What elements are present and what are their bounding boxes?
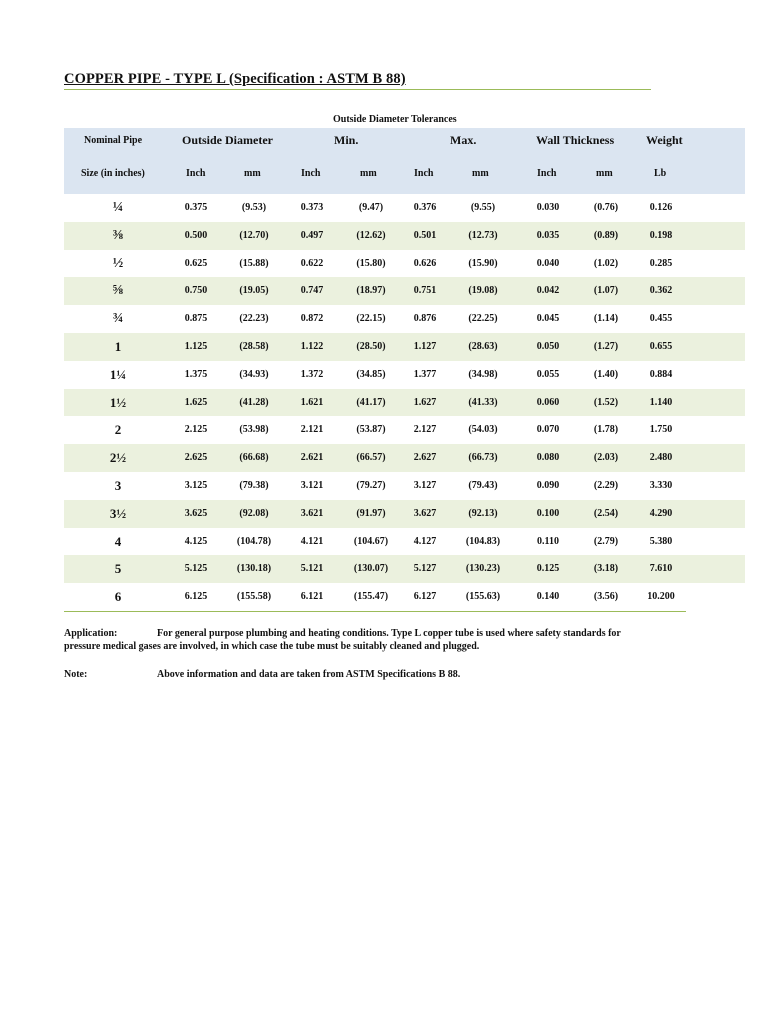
header-wall-inch: Inch (537, 168, 557, 179)
table-row (64, 389, 745, 417)
table-row (64, 194, 745, 222)
cell-wall-inch: 0.100 (536, 507, 560, 519)
cell-wall-inch: 0.045 (536, 313, 560, 325)
header-outside-diameter: Outside Diameter (182, 133, 273, 147)
cell-max-inch: 0.751 (413, 285, 437, 297)
cell-weight-lb: 0.362 (649, 285, 673, 297)
cell-wall-mm: (1.52) (593, 396, 619, 408)
cell-wall-mm: (3.18) (593, 563, 619, 575)
cell-size: 1¼ (109, 366, 127, 382)
cell-weight-lb: 3.330 (649, 479, 673, 491)
cell-min-mm: (12.62) (356, 229, 386, 241)
cell-max-mm: (28.63) (468, 340, 498, 352)
cell-od-inch: 0.375 (184, 202, 208, 213)
cell-wall-mm: (1.40) (593, 368, 619, 380)
cell-od-mm: (104.78) (236, 535, 272, 547)
cell-size: 3½ (109, 505, 127, 521)
cell-max-inch: 1.377 (413, 368, 437, 380)
header-wall-mm: mm (596, 168, 613, 179)
cell-wall-mm: (0.76) (593, 202, 619, 213)
table-row (64, 222, 745, 250)
cell-wall-inch: 0.035 (536, 229, 560, 241)
cell-size: 1 (114, 338, 122, 354)
cell-od-mm: (66.68) (239, 452, 269, 464)
header-wall-thickness: Wall Thickness (536, 133, 615, 147)
cell-min-inch: 1.122 (300, 340, 324, 352)
cell-wall-inch: 0.125 (536, 563, 560, 575)
cell-wall-inch: 0.080 (536, 452, 560, 464)
table-row (64, 416, 745, 444)
cell-max-mm: (12.73) (468, 229, 498, 241)
cell-max-inch: 3.627 (413, 507, 437, 519)
cell-min-mm: (18.97) (356, 285, 386, 297)
application-text-line2: pressure medical gases are involved, in which case the tube must be suitably cleaned and plugged. (64, 640, 480, 652)
cell-max-mm: (130.23) (465, 563, 501, 575)
table-header (64, 128, 745, 194)
cell-max-inch: 5.127 (413, 563, 437, 575)
cell-weight-lb: 10.200 (647, 591, 675, 603)
cell-max-mm: (92.13) (468, 507, 498, 519)
cell-weight-lb: 0.884 (649, 368, 673, 380)
cell-wall-mm: (2.29) (593, 479, 619, 491)
page-title: COPPER PIPE - TYPE L (Specification : ASTM B 88) (64, 71, 406, 87)
cell-od-mm: (19.05) (239, 285, 269, 297)
header-od-inch: Inch (186, 168, 206, 179)
cell-max-inch: 0.876 (413, 313, 437, 325)
header-weight: Weight (646, 133, 683, 147)
cell-weight-lb: 0.198 (649, 229, 673, 241)
cell-wall-mm: (1.14) (593, 313, 619, 325)
table-row (64, 528, 745, 556)
table-row (64, 555, 745, 583)
cell-max-inch: 1.127 (413, 340, 437, 352)
header-max-inch: Inch (414, 168, 434, 179)
note-text: Above information and data are taken from ASTM Specifications B 88. (157, 669, 461, 680)
cell-max-mm: (9.55) (470, 202, 496, 213)
cell-od-mm: (22.23) (239, 313, 269, 325)
cell-od-inch: 0.750 (184, 285, 208, 297)
cell-max-mm: (54.03) (468, 424, 498, 436)
cell-wall-inch: 0.140 (536, 591, 560, 603)
cell-min-mm: (22.15) (356, 313, 386, 325)
header-size-inches: Size (in inches) (81, 168, 145, 179)
cell-min-mm: (28.50) (356, 340, 386, 352)
header-min: Min. (334, 133, 359, 147)
cell-min-mm: (53.87) (356, 424, 386, 436)
cell-od-inch: 0.500 (184, 229, 208, 241)
table-row (64, 305, 745, 333)
cell-od-inch: 2.125 (184, 424, 208, 436)
cell-min-inch: 0.373 (300, 202, 324, 213)
note-label: Note: (64, 669, 88, 680)
cell-max-mm: (19.08) (468, 285, 498, 297)
cell-min-inch: 2.121 (300, 424, 324, 436)
cell-max-mm: (15.90) (468, 257, 498, 269)
cell-weight-lb: 1.140 (649, 396, 673, 408)
header-min-mm: mm (360, 168, 377, 179)
cell-max-mm: (104.83) (465, 535, 501, 547)
cell-min-inch: 5.121 (300, 563, 324, 575)
cell-max-inch: 0.626 (413, 257, 437, 269)
cell-min-inch: 0.872 (300, 313, 324, 325)
cell-od-inch: 0.625 (184, 257, 208, 269)
cell-od-mm: (12.70) (239, 229, 269, 241)
cell-wall-mm: (1.02) (593, 257, 619, 269)
cell-min-inch: 1.621 (300, 396, 324, 408)
cell-min-inch: 6.121 (300, 591, 324, 603)
table-bottom-divider (64, 611, 686, 612)
header-max-mm: mm (472, 168, 489, 179)
cell-wall-inch: 0.090 (536, 479, 560, 491)
header-od-mm: mm (244, 168, 261, 179)
cell-min-mm: (130.07) (353, 563, 389, 575)
cell-od-mm: (28.58) (239, 340, 269, 352)
cell-size: 2½ (109, 450, 127, 466)
cell-min-mm: (155.47) (353, 591, 389, 603)
table-row (64, 333, 745, 361)
cell-min-inch: 3.621 (300, 507, 324, 519)
cell-min-inch: 1.372 (300, 368, 324, 380)
table-row (64, 277, 745, 305)
title-divider (64, 89, 651, 90)
cell-size: ¼ (112, 200, 124, 215)
cell-od-mm: (130.18) (236, 563, 272, 575)
cell-wall-mm: (0.89) (593, 229, 619, 241)
cell-wall-mm: (2.79) (593, 535, 619, 547)
cell-min-mm: (41.17) (356, 396, 386, 408)
cell-min-mm: (9.47) (358, 202, 384, 213)
cell-max-mm: (34.98) (468, 368, 498, 380)
cell-max-mm: (22.25) (468, 313, 498, 325)
cell-wall-mm: (1.27) (593, 340, 619, 352)
table-row (64, 250, 745, 278)
cell-size: ½ (112, 255, 124, 271)
cell-weight-lb: 4.290 (649, 507, 673, 519)
cell-wall-mm: (1.78) (593, 424, 619, 436)
cell-max-inch: 0.376 (413, 202, 437, 213)
pipe-table-body (64, 194, 745, 611)
cell-max-inch: 2.627 (413, 452, 437, 464)
cell-wall-inch: 0.110 (537, 535, 559, 547)
cell-od-mm: (92.08) (239, 507, 269, 519)
cell-wall-mm: (2.54) (593, 507, 619, 519)
cell-max-mm: (41.33) (468, 396, 498, 408)
cell-max-inch: 1.627 (413, 396, 437, 408)
cell-weight-lb: 0.655 (649, 340, 673, 352)
table-row (64, 472, 745, 500)
tolerances-label: Outside Diameter Tolerances (333, 114, 457, 125)
cell-min-mm: (15.80) (356, 257, 386, 269)
table-row (64, 444, 745, 472)
cell-od-inch: 5.125 (184, 563, 208, 575)
cell-min-mm: (66.57) (356, 452, 386, 464)
application-label: Application: (64, 628, 118, 639)
cell-wall-mm: (1.07) (593, 285, 619, 297)
cell-od-inch: 4.125 (184, 535, 208, 547)
cell-od-mm: (79.38) (239, 479, 269, 491)
cell-weight-lb: 7.610 (649, 563, 673, 575)
cell-max-mm: (66.73) (468, 452, 498, 464)
cell-od-inch: 2.625 (184, 452, 208, 464)
cell-weight-lb: 5.380 (649, 535, 673, 547)
cell-size: 4 (114, 533, 122, 549)
cell-min-mm: (79.27) (356, 479, 386, 491)
cell-size: 1½ (109, 394, 127, 410)
cell-min-mm: (104.67) (353, 535, 389, 547)
cell-weight-lb: 1.750 (649, 424, 673, 436)
cell-wall-mm: (3.56) (593, 591, 619, 603)
cell-od-mm: (15.88) (239, 257, 269, 269)
cell-size: ⅝ (112, 283, 124, 299)
cell-wall-inch: 0.060 (536, 396, 560, 408)
cell-max-mm: (155.63) (465, 591, 501, 603)
cell-size: 3 (114, 477, 122, 493)
cell-od-mm: (41.28) (239, 396, 269, 408)
cell-wall-inch: 0.055 (536, 368, 560, 380)
cell-max-inch: 2.127 (413, 424, 437, 436)
cell-wall-inch: 0.050 (536, 340, 560, 352)
cell-wall-inch: 0.040 (536, 257, 560, 269)
cell-size: 2 (114, 422, 122, 438)
header-max: Max. (450, 133, 477, 147)
table-row (64, 361, 745, 389)
cell-wall-inch: 0.030 (536, 202, 560, 213)
cell-od-mm: (53.98) (239, 424, 269, 436)
cell-weight-lb: 0.126 (649, 202, 673, 213)
cell-weight-lb: 0.455 (649, 313, 673, 325)
cell-od-inch: 1.375 (184, 368, 208, 380)
table-row (64, 583, 745, 611)
cell-wall-mm: (2.03) (593, 452, 619, 464)
cell-od-inch: 6.125 (184, 591, 208, 603)
cell-min-inch: 4.121 (300, 535, 324, 547)
header-nominal-pipe: Nominal Pipe (84, 135, 143, 146)
cell-min-inch: 0.747 (300, 285, 324, 297)
cell-max-inch: 0.501 (413, 229, 437, 241)
cell-min-mm: (34.85) (356, 368, 386, 380)
cell-size: 6 (114, 589, 122, 605)
cell-max-inch: 3.127 (413, 479, 437, 491)
header-weight-lb: Lb (654, 168, 667, 179)
cell-max-mm: (79.43) (468, 479, 498, 491)
cell-max-inch: 6.127 (413, 591, 437, 603)
cell-wall-inch: 0.042 (536, 285, 560, 297)
cell-weight-lb: 2.480 (649, 452, 673, 464)
cell-size: ⅜ (112, 227, 124, 243)
application-text-line1: For general purpose plumbing and heating conditions. Type L copper tube is used where safety standards for (157, 628, 621, 639)
application-note (64, 628, 621, 653)
cell-min-inch: 2.621 (300, 452, 324, 464)
cell-weight-lb: 0.285 (649, 257, 673, 269)
cell-od-inch: 1.125 (184, 340, 208, 352)
cell-min-inch: 0.497 (300, 229, 324, 241)
cell-od-inch: 0.875 (184, 313, 208, 325)
cell-od-inch: 3.625 (184, 507, 208, 519)
table-row (64, 500, 745, 528)
cell-od-mm: (155.58) (236, 591, 272, 603)
cell-wall-inch: 0.070 (536, 424, 560, 436)
cell-min-mm: (91.97) (356, 507, 386, 519)
cell-min-inch: 0.622 (300, 257, 324, 269)
cell-min-inch: 3.121 (300, 479, 324, 491)
cell-od-mm: (9.53) (241, 202, 267, 213)
cell-size: ¾ (112, 311, 124, 327)
cell-od-inch: 1.625 (184, 396, 208, 408)
cell-od-mm: (34.93) (239, 368, 269, 380)
cell-od-inch: 3.125 (184, 479, 208, 491)
header-min-inch: Inch (301, 168, 321, 179)
source-note (64, 669, 460, 682)
cell-size: 5 (114, 561, 122, 577)
cell-max-inch: 4.127 (413, 535, 437, 547)
